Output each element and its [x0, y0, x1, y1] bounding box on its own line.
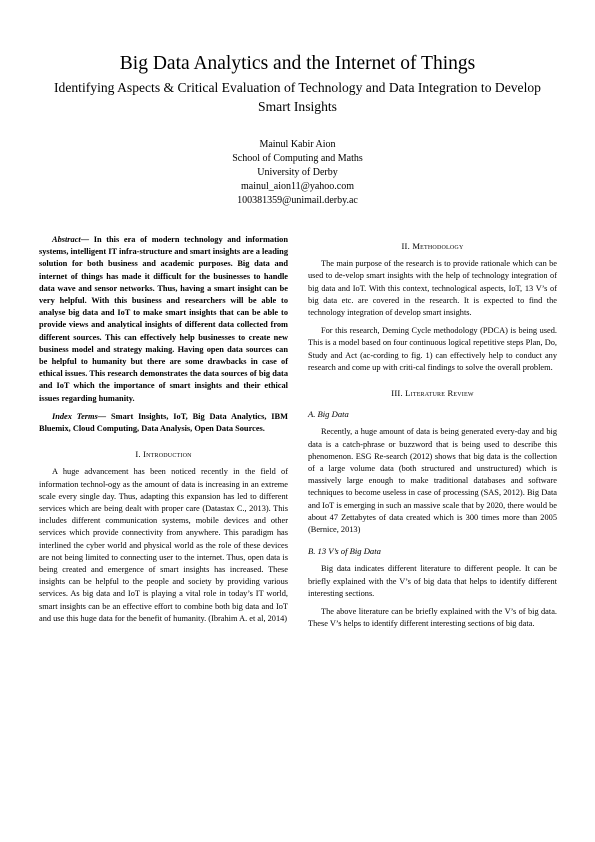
big-data-paragraph: Recently, a huge amount of data is being generated every-day and big data is a catch-phrase or buzzword that is being used to describe this phenomenon. ESG Re-search (2012) shows that big data is the collection of a large volume data (both structured and unstructured) which is massively large enough to make traditional databases and software techniques to become useless in case of processing (SAS, 2012). Big Data and IoT is emerging in such an massive scale that by 2020, there would be about 47 Zettabytes of data created which is 300 times more than 2005 (Bernice, 2013) [308, 427, 557, 535]
paper-title: Big Data Analytics and the Internet of Things [119, 53, 476, 74]
author-university: University of Derby [257, 167, 338, 178]
index-terms-text: Smart Insights, IoT, Big Data Analytics, IBM Bluemix, Cloud Computing, Data Analysis, Open Data Sources. [39, 411, 288, 434]
index-terms-label: Index Terms— [52, 411, 107, 421]
abstract-text: In this era of modern technology and information systems, intelligent IT infra-structure and smart insights are a leading solution for both business and academic purposes. Big data and internet of things has made it difficult for the businesses to handle data wave and sensor networks. Thus, having a smart insight can be very helpful. With this business and researchers will be able to analyse big data and IoT to make smart insights that can be able to provide views and analytical insights of different data collected from different sources. This can effectively help businesses to create new business model and strategy making. Having open data sources can be helpful to humanity but there are some drawbacks in case of ethical issues. This research demonstrates the data sources of big data and IoT which the importance of smart insights and their ethical issues regarding humanity. [39, 235, 288, 403]
author-department: School of Computing and Maths [232, 153, 363, 164]
left-column [39, 234, 288, 625]
vs-paragraph-1: Big data indicates different literature to different people. It can be briefly explained with the V’s of big data that helps to identify different interesting sections. [308, 564, 557, 598]
author-email: mainul_aion11@yahoo.com [241, 181, 354, 192]
introduction-paragraph: A huge advancement has been noticed recently in the field of information technol-ogy as the amount of data is increasing in an extreme scale every single day. Thus, adapting this expansion has led to different services which are being dealt with proper care (Datastax C., 2013). This includes different communication systems, mobile devices and other services which provide connectivity from anywhere. This paradigm has interlined the cyber world and physical world as the role of these devices are not being limited to connecting user to the internet. Thus, open data is being created and emergence of smart insights has increased. These insights can be helpful to the people and society by providing various services. As big data and IoT is playing a vital role in today’s IT world, smart insights can be an effective effort to combine both big data and IoT and use this huge data for the benefit of humanity. (Ibrahim A. et al, 2014) [39, 467, 288, 623]
author-name: Mainul Kabir Aion [259, 139, 336, 150]
right-column [308, 234, 557, 630]
author-block [0, 138, 595, 208]
paper-subtitle: Identifying Aspects & Critical Evaluation of Technology and Data Integration to Develop Smart Insights [54, 80, 541, 114]
section-heading-introduction: I. Introduction [135, 449, 192, 460]
section-heading-literature: III. Literature Review [391, 388, 474, 399]
section-heading-methodology: II. Methodology [401, 241, 464, 251]
vs-paragraph-2: The above literature can be briefly explained with the V’s of big data. These V’s helps to identify different interesting sections of big data. [308, 607, 557, 629]
subsection-heading-big-data: A. Big Data [308, 409, 349, 420]
abstract [39, 234, 288, 405]
methodology-paragraph-1: The main purpose of the research is to provide rationale which can be used to de-velop smart insights with the help of technology integration of big data and IoT. With this context, technological aspects, IoT, 13 V’s of big data etc. are covered in the research. It is expected to find the technology integration of develop smart insights. [308, 259, 557, 318]
abstract-label: Abstract— [52, 235, 90, 244]
methodology-paragraph-2: For this research, Deming Cycle methodology (PDCA) is being used. This is a model based on four continuous logical repetitive steps Plan, Do, Study and Act (ac-cording to fig. 1) can effectively help to conduct any research and come up with criti-cal findings to solve the overall problem. [308, 326, 557, 372]
author-email-university: 100381359@unimail.derby.ac [237, 195, 358, 206]
subsection-heading-13-vs: B. 13 V’s of Big Data [308, 546, 381, 557]
index-terms [39, 411, 288, 435]
